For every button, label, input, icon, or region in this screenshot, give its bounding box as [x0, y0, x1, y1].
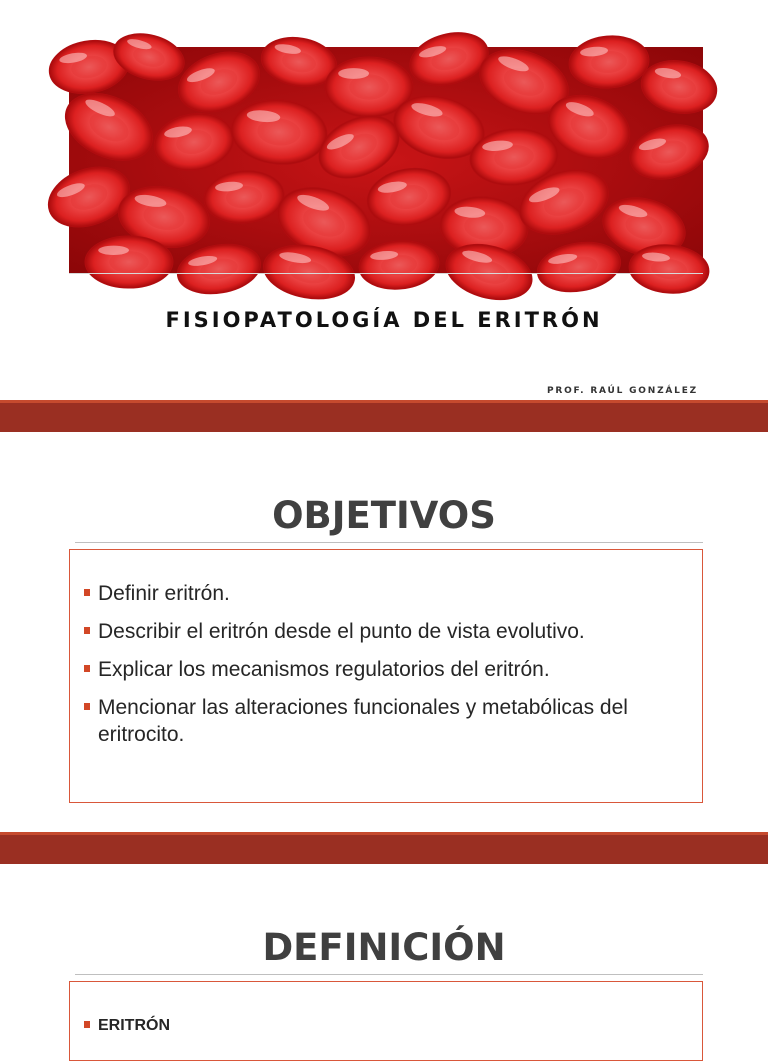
definition-list — [70, 982, 702, 1039]
objectives-slide — [0, 432, 768, 832]
red-blood-cells-illustration — [69, 47, 703, 273]
list-item — [82, 618, 688, 645]
list-item — [82, 694, 688, 748]
list-item-text: Mencionar las alteraciones funcionales y metabólicas del eritrocito. — [98, 696, 628, 746]
list-item — [82, 656, 688, 683]
heading-rule — [75, 974, 703, 975]
list-item — [82, 1012, 688, 1039]
red-blood-cells-image — [69, 47, 703, 273]
list-item — [82, 580, 688, 607]
list-item-text: Describir el eritrón desde el punto de vista evolutivo. — [98, 620, 585, 643]
red-blood-cell — [85, 236, 173, 288]
objectives-list — [70, 550, 702, 748]
list-item-text: Definir eritrón. — [98, 582, 230, 605]
square-bullet-icon — [84, 589, 90, 596]
content-box — [69, 981, 703, 1061]
author-name: PROF. RAÚL GONZÁLEZ — [546, 386, 698, 396]
slide-heading: DEFINICIÓN — [262, 926, 506, 969]
definition-slide — [0, 864, 768, 1034]
list-item-text: ERITRÓN — [98, 1017, 170, 1034]
content-box — [69, 549, 703, 803]
presentation-title: FISIOPATOLOGÍA DEL ERITRÓN — [165, 308, 603, 332]
image-underline — [69, 273, 703, 274]
list-item-text: Explicar los mecanismos regulatorios del eritrón. — [98, 658, 550, 681]
square-bullet-icon — [84, 1021, 90, 1028]
square-bullet-icon — [84, 703, 90, 710]
heading-rule — [75, 542, 703, 543]
slide-divider — [0, 832, 768, 864]
title-slide — [0, 0, 768, 400]
slide-divider — [0, 400, 768, 432]
square-bullet-icon — [84, 627, 90, 634]
slide-heading: OBJETIVOS — [272, 494, 496, 537]
square-bullet-icon — [84, 665, 90, 672]
